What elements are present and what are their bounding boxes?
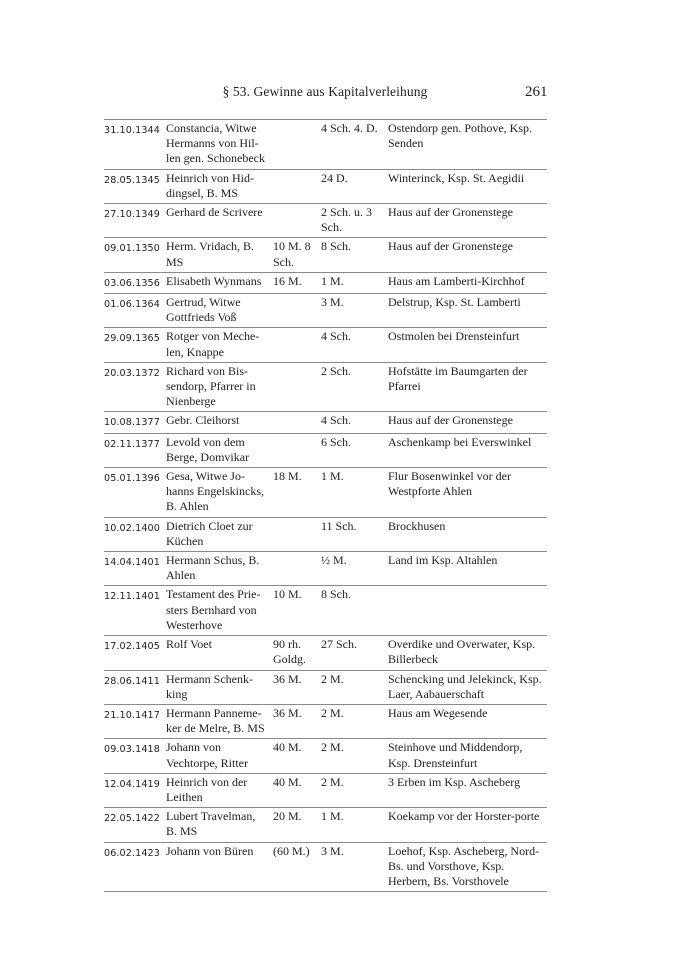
capital-cell: 36 M. [273, 671, 302, 686]
page-number: 261 [525, 84, 548, 100]
running-header [0, 84, 700, 106]
lender-cell: Testament des Prie-sters Bernhard von Westerhove [166, 587, 261, 632]
lender-cell: Hermann Schus, B. Ahlen [166, 553, 260, 583]
lender-cell: Johann von Vechtorpe, Ritter [166, 740, 248, 770]
capital-cell [269, 433, 317, 467]
rent-cell: 4 Sch. 4. D. [321, 121, 378, 135]
table-row [104, 704, 547, 738]
date-cell: 03.06.1356 [104, 277, 160, 289]
table-row [104, 328, 547, 362]
table-row [104, 842, 547, 892]
pledge-object-cell: Winterinck, Ksp. St. Aegidii [388, 170, 525, 185]
capital-cell: 36 M. [273, 705, 302, 720]
pledge-object-cell: 3 Erben im Ksp. Ascheberg [388, 774, 521, 789]
date-cell: 12.04.1419 [104, 778, 160, 790]
table-row [104, 412, 547, 433]
table-row [104, 294, 547, 328]
table-row [104, 636, 547, 670]
table-row [104, 272, 547, 293]
date-cell: 09.03.1418 [104, 744, 160, 756]
rent-cell: 1 M. [321, 809, 344, 824]
date-cell: 27.10.1349 [104, 209, 160, 221]
pledge-object-cell: Aschenkamp bei Everswinkel [388, 434, 532, 449]
date-cell: 10.08.1377 [104, 417, 160, 429]
pledge-object-cell: Land im Ksp. Altahlen [388, 553, 498, 568]
table-row [104, 808, 547, 842]
pledge-object-cell: Delstrup, Ksp. St. Lamberti [388, 295, 521, 310]
pledge-object-cell: Loehof, Ksp. Ascheberg, Nord-Bs. und Vorsthove, Ksp. Herbern, Bs. Vorsthovele [388, 843, 540, 888]
table-row [104, 739, 547, 773]
capital-cell [269, 412, 317, 433]
rent-cell: 11 Sch. [321, 518, 357, 533]
lender-cell: Rolf Voet [166, 637, 212, 652]
capital-cell [269, 204, 317, 238]
rent-cell: 2 M. [321, 705, 344, 720]
table-row [104, 517, 547, 551]
date-cell: 22.05.1422 [104, 813, 160, 825]
lender-cell: Heinrich von Hid-dingsel, B. MS [166, 170, 254, 200]
pledge-object-cell: Steinhove und Middendorp, Ksp. Drensteinfurt [388, 740, 523, 770]
lender-cell: Gesa, Witwe Jo-hanns Engelskincks, B. Ahlen [166, 469, 264, 514]
capital-cell [269, 294, 317, 328]
lender-cell: Rotger von Meche-len, Knappe [166, 329, 260, 359]
rent-cell: 1 M. [321, 273, 344, 288]
lender-cell: Gertrud, Witwe Gottfrieds Voß [166, 295, 241, 325]
table-row [104, 670, 547, 704]
lender-cell: Heinrich von der Leithen [166, 774, 248, 804]
date-cell: 28.06.1411 [104, 675, 160, 687]
lender-cell: Dietrich Cloet zur Küchen [166, 518, 253, 548]
rent-cell: 2 M. [321, 671, 344, 686]
date-cell: 09.01.1350 [104, 243, 160, 255]
date-cell: 06.02.1423 [104, 847, 160, 859]
capital-cell: 10 M. [273, 587, 302, 602]
pledge-object-cell: Brockhusen [388, 518, 446, 533]
capital-cell [269, 362, 317, 412]
table-row [104, 120, 547, 170]
pledge-object-cell: Overdike und Overwater, Ksp. Billerbeck [388, 637, 536, 667]
date-cell: 12.11.1401 [104, 591, 160, 603]
rent-cell: 2 Sch. [321, 363, 351, 378]
capital-cell: 40 M. [273, 740, 302, 755]
pledge-object-cell: Flur Bosenwinkel vor der Westpforte Ahlen [388, 469, 511, 499]
pledge-object-cell: Hofstätte im Baumgarten der Pfarrei [388, 363, 528, 394]
table-row [104, 433, 547, 467]
rent-cell: 1 M. [321, 469, 344, 484]
capital-cell [269, 120, 317, 170]
date-cell: 02.11.1377 [104, 438, 160, 450]
capital-cell: 18 M. [273, 469, 302, 484]
date-cell: 21.10.1417 [104, 709, 160, 721]
capital-cell [269, 552, 317, 586]
capital-cell: (60 M.) [273, 843, 310, 858]
rent-cell: 2 M. [321, 774, 344, 789]
rent-cell: 8 Sch. [321, 239, 351, 254]
date-cell: 20.03.1372 [104, 367, 160, 379]
pledge-object-cell: Ostendorp gen. Pothove, Ksp. Senden [388, 121, 532, 151]
pledge-object-cell: Koekamp vor der Horster-porte [388, 809, 540, 824]
lender-cell: Gebr. Cleihorst [166, 413, 240, 428]
rent-cell: 4 Sch. [321, 413, 351, 428]
table-row [104, 169, 547, 203]
running-title: § 53. Gewinne aus Kapitalverleihung [222, 84, 428, 99]
capital-cell: 40 M. [273, 774, 302, 789]
lender-cell: Constancia, Witwe Hermanns von Hil-len gen. Schonebeck [166, 121, 265, 166]
pledge-object-cell: Haus am Lamberti-Kirchhof [388, 273, 525, 288]
table-row [104, 468, 547, 518]
rent-cell: 3 M. [321, 843, 344, 858]
pledge-object-cell: Schencking und Jelekinck, Ksp. Laer, Aabauerschaft [388, 671, 542, 701]
lender-cell: Hermann Panneme-ker de Melre, B. MS [166, 705, 265, 736]
date-cell: 01.06.1364 [104, 299, 160, 311]
rent-register-table [104, 119, 547, 892]
rent-cell: 4 Sch. [321, 329, 351, 344]
rent-cell: 2 Sch. u. 3 Sch. [321, 205, 372, 235]
lender-cell: Richard von Bis-sendorp, Pfarrer in Nienberge [166, 363, 256, 409]
table-row [104, 238, 547, 272]
table-row [104, 552, 547, 586]
rent-cell: 6 Sch. [321, 434, 351, 449]
pledge-object-cell: Haus auf der Gronenstege [388, 413, 513, 428]
lender-cell: Levold von dem Berge, Domvikar [166, 434, 250, 464]
lender-cell: Hermann Schenk-king [166, 671, 253, 701]
capital-cell: 20 M. [273, 809, 302, 824]
lender-cell: Herm. Vridach, B. MS [166, 239, 255, 269]
lender-cell: Lubert Travelman, B. MS [166, 809, 256, 839]
rent-cell: 24 D. [321, 170, 348, 185]
capital-cell: 90 rh. Goldg. [273, 637, 306, 667]
table-row [104, 773, 547, 807]
date-cell: 31.10.1344 [104, 125, 160, 136]
date-cell: 28.05.1345 [104, 174, 160, 186]
capital-cell [269, 328, 317, 362]
lender-cell: Elisabeth Wynmans [166, 273, 262, 288]
pledge-object-cell: Haus auf der Gronenstege [388, 205, 513, 220]
date-cell: 14.04.1401 [104, 557, 160, 569]
date-cell: 17.02.1405 [104, 641, 160, 653]
pledge-object-cell: Haus auf der Gronenstege [388, 239, 513, 254]
table-row [104, 362, 547, 412]
pledge-object-cell: Ostmolen bei Drensteinfurt [388, 329, 520, 344]
capital-cell [269, 169, 317, 203]
table-row [104, 586, 547, 636]
rent-cell: 8 Sch. [321, 587, 351, 602]
lender-cell: Johann von Büren [166, 843, 254, 858]
capital-cell: 10 M. 8 Sch. [273, 239, 311, 269]
rent-cell: 27 Sch. [321, 637, 357, 652]
pledge-object-cell [382, 586, 547, 636]
date-cell: 10.02.1400 [104, 522, 160, 534]
capital-cell: 16 M. [273, 273, 302, 288]
pledge-object-cell: Haus am Wegesende [388, 705, 488, 720]
rent-cell: ½ M. [321, 553, 347, 568]
date-cell: 29.09.1365 [104, 333, 160, 345]
register-body [104, 120, 547, 892]
rent-cell: 2 M. [321, 740, 344, 755]
date-cell: 05.01.1396 [104, 473, 160, 485]
lender-cell: Gerhard de Scrivere [166, 205, 263, 220]
capital-cell [269, 517, 317, 551]
rent-cell: 3 M. [321, 295, 344, 310]
table-row [104, 204, 547, 238]
